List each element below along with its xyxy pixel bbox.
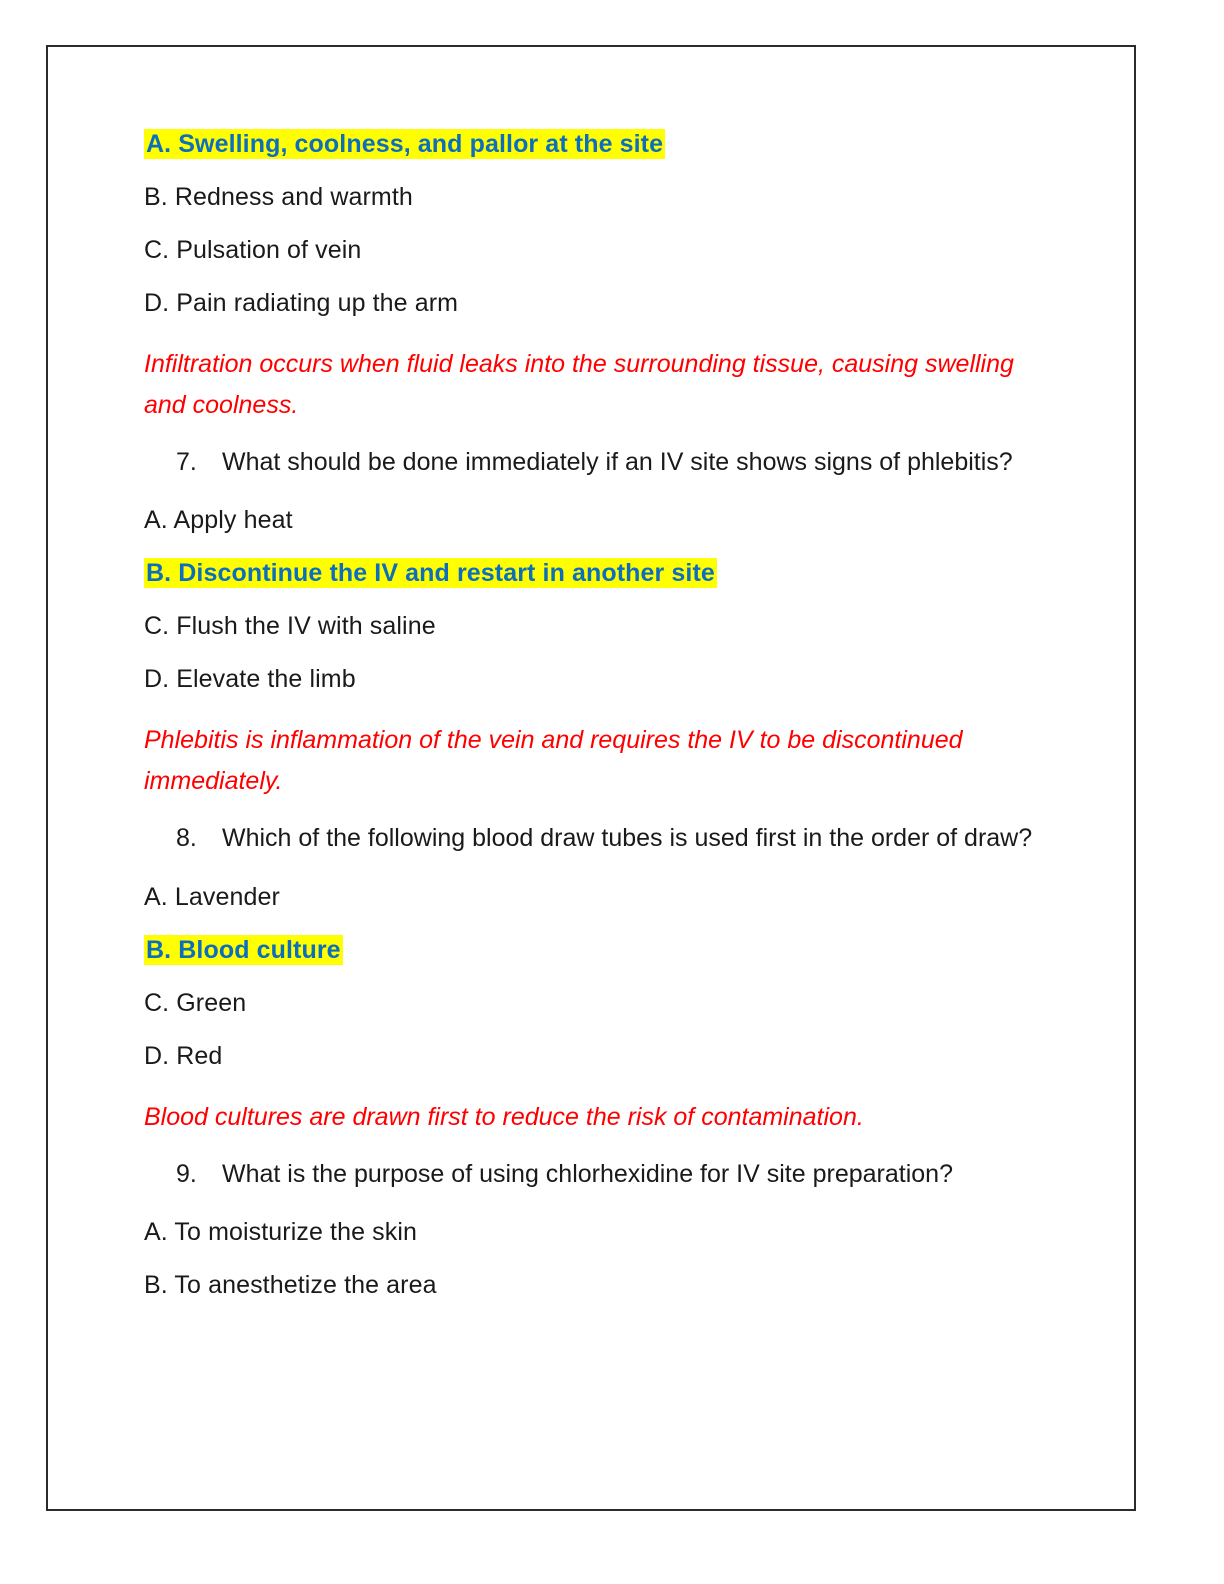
question-text: What should be done immediately if an IV site shows signs of phlebitis? xyxy=(222,448,1013,476)
answer-option: D. Pain radiating up the arm xyxy=(144,289,459,317)
document-content xyxy=(144,132,1084,1326)
answer-option-highlighted xyxy=(144,935,1084,964)
answer-option: D. Elevate the limb xyxy=(144,665,356,694)
question-text: Which of the following blood draw tubes is used first in the order of draw? xyxy=(222,824,1033,853)
answer-option: A. To moisturize the skin xyxy=(144,1218,417,1247)
answer-option: C. Flush the IV with saline xyxy=(144,612,436,641)
question-number: 8. xyxy=(176,824,197,853)
explanation-text: Phlebitis is inflammation of the vein and requires the IV to be discontinued immediately. xyxy=(144,726,963,795)
answer-option: D. Red xyxy=(144,1041,223,1070)
question-item xyxy=(144,447,1084,478)
question-item xyxy=(144,823,1084,854)
question-number: 7. xyxy=(176,448,197,476)
document-page xyxy=(46,45,1136,1511)
answer-option-highlighted xyxy=(144,561,1084,586)
answer-option: A. Apply heat xyxy=(144,506,293,535)
answer-option-highlighted xyxy=(144,132,1084,157)
explanation-text: Infiltration occurs when fluid leaks into the surrounding tissue, causing swelling and coolness. xyxy=(144,350,1014,419)
explanation-text: Blood cultures are drawn first to reduce the risk of contamination. xyxy=(144,1102,864,1131)
question-text: What is the purpose of using chlorhexidine for IV site preparation? xyxy=(222,1160,953,1188)
answer-option: B. Redness and warmth xyxy=(144,183,413,211)
highlight-mark: A. Swelling, coolness, and pallor at the site xyxy=(146,130,664,158)
answer-option: B. To anesthetize the area xyxy=(144,1271,437,1300)
answer-option: A. Lavender xyxy=(144,882,280,911)
highlight-mark: B. Blood culture xyxy=(146,935,341,964)
answer-option: C. Pulsation of vein xyxy=(144,236,362,264)
question-number: 9. xyxy=(176,1160,197,1188)
question-item xyxy=(144,1159,1084,1190)
answer-option: C. Green xyxy=(144,988,247,1017)
highlight-mark: B. Discontinue the IV and restart in another site xyxy=(146,559,715,588)
